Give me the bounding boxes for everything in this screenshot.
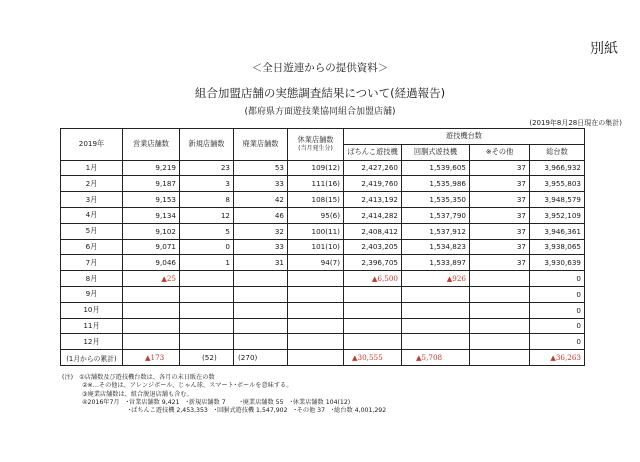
other-cell: 37 [470, 255, 530, 271]
header-machines: 遊技機台数 [344, 129, 585, 145]
as-of-date: (2019年8月28日現在の集計) [529, 119, 622, 127]
note-5-part-a: ･ぱちんこ遊技機 2,453,353 [128, 407, 208, 415]
note-5-part-d: ･総台数 4,001,292 [331, 407, 387, 415]
suspended-cell [288, 286, 344, 302]
slot-cell: 1,537,912 [402, 223, 470, 239]
pachinko-cell: 2,419,760 [344, 176, 402, 192]
table-row [61, 160, 585, 176]
month-cell: 10月 [61, 302, 123, 318]
note-4 [62, 399, 386, 407]
total-cell: 3,946,361 [530, 223, 585, 239]
suspended-new: (7) [329, 258, 340, 268]
total-cell: 3,955,803 [530, 176, 585, 192]
new-cell: 12 [180, 207, 234, 223]
new-cell [180, 286, 234, 302]
header-suspended-sub: (当月発生分) [298, 145, 333, 153]
total-cell: 3,966,932 [530, 160, 585, 176]
operating-cell: 9,102 [123, 223, 180, 239]
pachinko-cell: 2,408,412 [344, 223, 402, 239]
note-5 [62, 407, 386, 415]
table-row [61, 318, 585, 334]
table-row [61, 239, 585, 255]
table-row [61, 286, 585, 302]
cumulative-label: (1月からの累計) [61, 350, 123, 366]
month-cell: 4月 [61, 207, 123, 223]
other-cell: 37 [470, 239, 530, 255]
closed-cell: 31 [234, 255, 288, 271]
suspended-new: (6) [329, 210, 340, 220]
operating-cell [123, 318, 180, 334]
table-row [61, 302, 585, 318]
new-cell [180, 318, 234, 334]
month-cell: 5月 [61, 223, 123, 239]
suspended-count: 101 [311, 242, 326, 252]
cumulative-pachinko: ▲30,555 [344, 350, 402, 366]
suspended-new: (11) [325, 226, 340, 236]
suspended-count: 100 [311, 226, 326, 236]
slot-cell [402, 286, 470, 302]
slot-cell: 1,535,986 [402, 176, 470, 192]
month-cell: 9月 [61, 286, 123, 302]
slot-cell: 1,534,823 [402, 239, 470, 255]
new-cell: 3 [180, 176, 234, 192]
operating-cell: 9,134 [123, 207, 180, 223]
operating-cell [123, 334, 180, 350]
header-new: 新規店舗数 [180, 129, 234, 161]
table-row [61, 176, 585, 192]
closed-cell [234, 334, 288, 350]
cumulative-other [470, 350, 530, 366]
month-cell: 6月 [61, 239, 123, 255]
operating-cell: 9,046 [123, 255, 180, 271]
other-cell: 37 [470, 176, 530, 192]
operating-cell: ▲25 [123, 271, 180, 287]
closed-cell: 46 [234, 207, 288, 223]
slot-cell: 1,539,605 [402, 160, 470, 176]
total-cell: 0 [530, 286, 585, 302]
pachinko-cell: 2,427,260 [344, 160, 402, 176]
table-row [61, 192, 585, 208]
table-row [61, 207, 585, 223]
slot-cell: 1,533,897 [402, 255, 470, 271]
month-cell: 7月 [61, 255, 123, 271]
cumulative-new: (52) [180, 350, 234, 366]
month-cell: 2月 [61, 176, 123, 192]
cumulative-closed: (270) [234, 350, 288, 366]
closed-cell [234, 271, 288, 287]
cumulative-slot: ▲5,708 [402, 350, 470, 366]
table-row [61, 223, 585, 239]
note-4-part-b: ･廃業店舗数 55 ･休業店舗数 104(12) [239, 398, 351, 406]
suspended-count: 94 [320, 258, 330, 268]
other-cell: 37 [470, 160, 530, 176]
slot-cell: ▲926 [402, 271, 470, 287]
document-scope: (都府県方面遊技業協同組合加盟店舗) [244, 107, 396, 117]
suspended-cell [288, 271, 344, 287]
suspended-new: (16) [325, 179, 340, 189]
header-operating: 営業店舗数 [123, 129, 180, 161]
month-cell: 12月 [61, 334, 123, 350]
cumulative-total: ▲36,263 [530, 350, 585, 366]
suspended-new: (12) [325, 163, 340, 173]
operating-cell: 9,071 [123, 239, 180, 255]
closed-cell [234, 302, 288, 318]
other-cell [470, 318, 530, 334]
header-suspended-label: 休業店舗数 [297, 135, 334, 145]
suspended-new: (15) [325, 195, 340, 205]
slot-cell [402, 334, 470, 350]
cumulative-suspended [288, 350, 344, 366]
new-cell: 8 [180, 192, 234, 208]
table-row [61, 255, 585, 271]
closed-cell: 33 [234, 176, 288, 192]
suspended-cell [288, 302, 344, 318]
closed-cell: 32 [234, 223, 288, 239]
total-cell: 3,948,579 [530, 192, 585, 208]
pachinko-cell [344, 318, 402, 334]
total-cell: 3,952,109 [530, 207, 585, 223]
suspended-cell [288, 334, 344, 350]
total-cell: 0 [530, 318, 585, 334]
operating-cell: 9,219 [123, 160, 180, 176]
footnotes [62, 374, 386, 415]
closed-cell: 53 [234, 160, 288, 176]
new-cell: 23 [180, 160, 234, 176]
pachinko-cell [344, 302, 402, 318]
other-cell [470, 334, 530, 350]
survey-table [60, 128, 585, 366]
month-cell: 8月 [61, 271, 123, 287]
closed-cell: 42 [234, 192, 288, 208]
document-label: 別紙 [590, 41, 618, 57]
month-cell: 11月 [61, 318, 123, 334]
header-year: 2019年 [61, 129, 123, 161]
header-suspended [288, 129, 344, 161]
operating-cell [123, 286, 180, 302]
slot-cell [402, 302, 470, 318]
closed-cell: 33 [234, 239, 288, 255]
pachinko-cell [344, 334, 402, 350]
other-cell [470, 302, 530, 318]
suspended-cell [288, 207, 344, 223]
note-5-part-c: ･その他 37 [293, 407, 326, 415]
operating-cell [123, 302, 180, 318]
new-cell [180, 334, 234, 350]
new-cell [180, 271, 234, 287]
new-cell: 5 [180, 223, 234, 239]
cumulative-operating: ▲173 [123, 350, 180, 366]
closed-cell [234, 286, 288, 302]
suspended-cell [288, 223, 344, 239]
cumulative-row [61, 350, 585, 366]
header-total: 総台数 [530, 144, 585, 160]
table-row [61, 334, 585, 350]
total-cell: 3,930,639 [530, 255, 585, 271]
suspended-new: (10) [325, 242, 340, 252]
note-4-part-a: ④2016年7月 ･営業店舗数 9,421 ･新規店舗数 7 [82, 398, 226, 406]
slot-cell [402, 318, 470, 334]
total-cell: 3,938,065 [530, 239, 585, 255]
slot-cell: 1,535,350 [402, 192, 470, 208]
other-cell: 37 [470, 192, 530, 208]
header-closed: 廃業店舗数 [234, 129, 288, 161]
other-cell [470, 271, 530, 287]
suspended-cell [288, 239, 344, 255]
other-cell: 37 [470, 223, 530, 239]
suspended-count: 108 [311, 195, 326, 205]
note-2: ②※…その他は、アレンジボール、じゃん球、スマート･ボールを意味する。 [82, 382, 293, 390]
pachinko-cell: ▲6,500 [344, 271, 402, 287]
suspended-cell [288, 255, 344, 271]
suspended-cell [288, 160, 344, 176]
suspended-count: 109 [311, 163, 326, 173]
pachinko-cell: 2,396,705 [344, 255, 402, 271]
total-cell: 0 [530, 334, 585, 350]
slot-cell: 1,537,790 [402, 207, 470, 223]
suspended-count: 95 [320, 210, 330, 220]
month-cell: 1月 [61, 160, 123, 176]
total-cell: 0 [530, 302, 585, 318]
new-cell: 0 [180, 239, 234, 255]
closed-cell [234, 318, 288, 334]
suspended-cell [288, 318, 344, 334]
suspended-cell [288, 192, 344, 208]
pachinko-cell [344, 286, 402, 302]
operating-cell: 9,153 [123, 192, 180, 208]
total-cell: 0 [530, 271, 585, 287]
new-cell: 1 [180, 255, 234, 271]
other-cell [470, 286, 530, 302]
header-pachinko: ぱちんこ遊技機 [344, 144, 402, 160]
table-row [61, 271, 585, 287]
note-5-part-b: ･回胴式遊技機 1,547,902 [213, 407, 288, 415]
document-title: 組合加盟店舗の実態調査結果について(経過報告) [194, 86, 446, 100]
pachinko-cell: 2,403,205 [344, 239, 402, 255]
pachinko-cell: 2,414,282 [344, 207, 402, 223]
header-slot: 回胴式遊技機 [402, 144, 470, 160]
new-cell [180, 302, 234, 318]
pachinko-cell: 2,413,192 [344, 192, 402, 208]
header-other: ※その他 [470, 144, 530, 160]
other-cell: 37 [470, 207, 530, 223]
suspended-count: 111 [311, 179, 326, 189]
note-1: (注) ①店舗数及び遊技機台数は、各月の末日販在の数 [62, 374, 215, 381]
note-3: ③廃業店舗数は、組合脱退店舗も含む。 [82, 390, 193, 398]
document-subtitle: ＜全日遊連からの提供資料＞ [251, 62, 389, 74]
month-cell: 3月 [61, 192, 123, 208]
suspended-cell [288, 176, 344, 192]
operating-cell: 9,187 [123, 176, 180, 192]
